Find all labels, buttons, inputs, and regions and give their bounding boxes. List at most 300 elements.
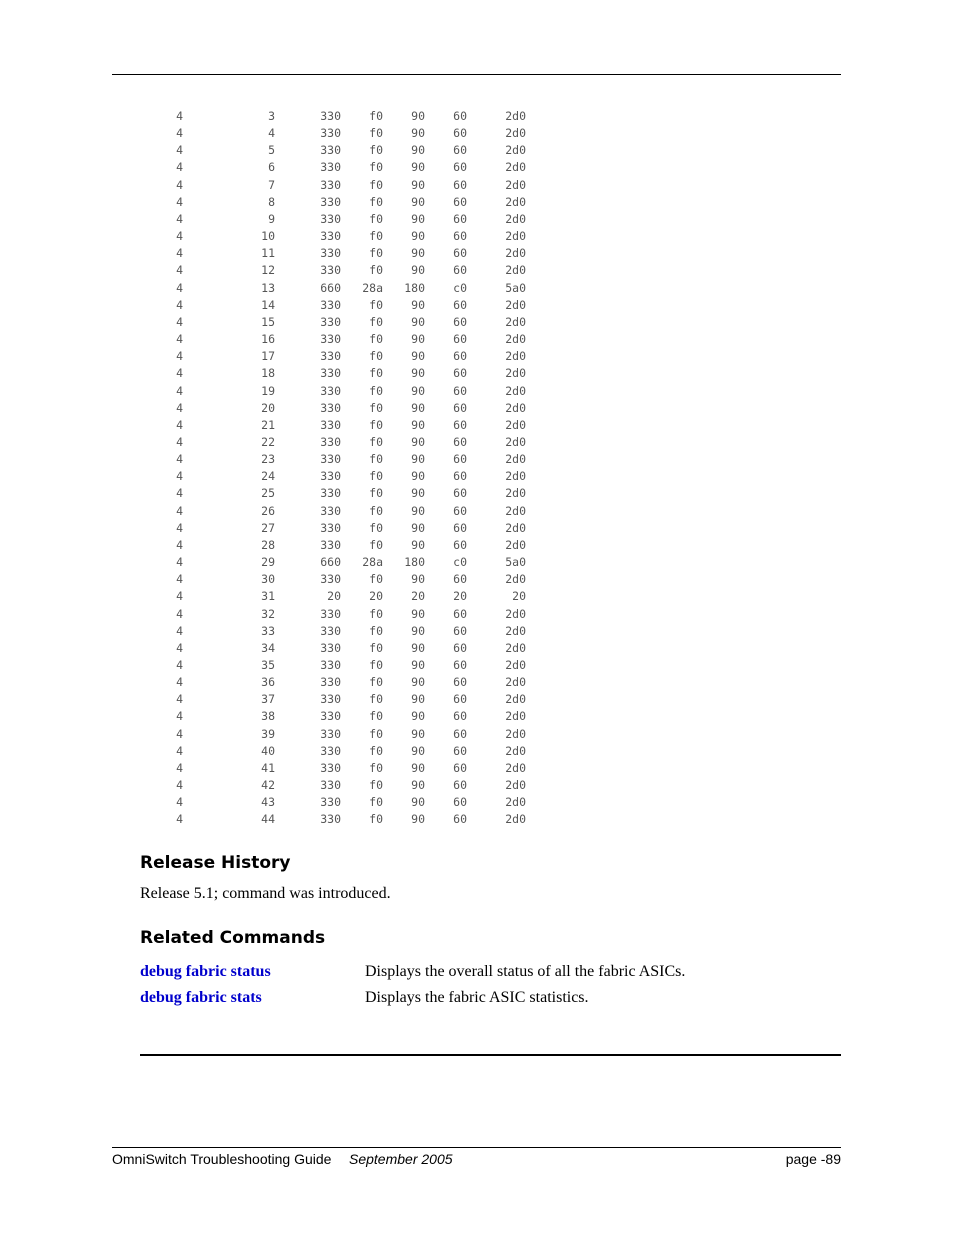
table-row: [150, 811, 526, 828]
table-row: [150, 503, 526, 520]
table-cell: 4: [176, 434, 183, 449]
table-row: [150, 606, 526, 623]
table-cell: 4: [176, 314, 183, 329]
table-cell: 9: [268, 211, 275, 226]
table-body: [150, 108, 526, 829]
table-cell: 60: [453, 452, 467, 467]
table-cell: 330: [320, 486, 341, 501]
table-cell: 60: [453, 143, 467, 158]
table-cell: 60: [453, 486, 467, 501]
table-cell: f0: [369, 417, 383, 432]
table-cell: 4: [176, 109, 183, 123]
table-row: [150, 365, 526, 382]
table-cell: 20: [411, 589, 425, 604]
table-cell: f0: [369, 486, 383, 501]
table-cell: 2d0: [505, 709, 526, 724]
table-cell: f0: [369, 109, 383, 123]
table-cell: 13: [261, 280, 275, 295]
table-row: [150, 657, 526, 674]
table-cell: 60: [453, 126, 467, 141]
table-cell: 90: [411, 572, 425, 587]
table-cell: 60: [453, 177, 467, 192]
table-cell: 60: [453, 332, 467, 347]
table-cell: f0: [369, 503, 383, 518]
table-cell: 90: [411, 109, 425, 123]
table-cell: 330: [320, 194, 341, 209]
table-cell: 60: [453, 795, 467, 810]
table-cell: 4: [176, 589, 183, 604]
table-row: [150, 177, 526, 194]
table-cell: 330: [320, 520, 341, 535]
related-commands-list: [140, 963, 841, 1015]
table-cell: f0: [369, 297, 383, 312]
fabric-stats-table: [150, 108, 526, 829]
table-cell: f0: [369, 469, 383, 484]
table-cell: f0: [369, 452, 383, 467]
table-row: [150, 400, 526, 417]
debug-fabric-stats-link[interactable]: debug fabric stats: [140, 989, 262, 1006]
table-cell: f0: [369, 229, 383, 244]
table-cell: 330: [320, 126, 341, 141]
table-cell: 18: [261, 366, 275, 381]
table-cell: 60: [453, 675, 467, 690]
table-row: [150, 554, 526, 571]
table-cell: c0: [453, 555, 467, 570]
table-cell: 60: [453, 383, 467, 398]
table-cell: 330: [320, 349, 341, 364]
section-end-rule: [140, 1054, 841, 1056]
table-cell: 2d0: [505, 211, 526, 226]
table-cell: 90: [411, 469, 425, 484]
table-cell: 4: [176, 126, 183, 141]
table-cell: 330: [320, 229, 341, 244]
footer-rule: [112, 1147, 841, 1148]
table-cell: f0: [369, 572, 383, 587]
table-row: [150, 571, 526, 588]
table-cell: 60: [453, 263, 467, 278]
table-cell: 5: [268, 143, 275, 158]
table-cell: 2d0: [505, 537, 526, 552]
table-cell: 4: [176, 658, 183, 672]
table-cell: f0: [369, 675, 383, 690]
table-cell: 2d0: [505, 812, 526, 827]
table-cell: 5a0: [505, 280, 526, 295]
table-cell: 90: [411, 606, 425, 621]
table-cell: 20: [369, 589, 383, 604]
table-cell: 11: [261, 246, 275, 261]
related-command-description: Displays the overall status of all the fabric ASICs.: [365, 963, 686, 980]
table-row: [150, 211, 526, 228]
table-cell: f0: [369, 606, 383, 621]
table-cell: 60: [453, 417, 467, 432]
table-cell: 90: [411, 211, 425, 226]
table-cell: 330: [320, 211, 341, 226]
table-cell: f0: [369, 658, 383, 672]
table-row: [150, 794, 526, 811]
table-cell: 17: [261, 349, 275, 364]
table-cell: f0: [369, 349, 383, 364]
table-row: [150, 674, 526, 691]
related-command-row: [140, 963, 841, 989]
table-cell: 2d0: [505, 177, 526, 192]
table-row: [150, 262, 526, 279]
table-cell: 4: [176, 143, 183, 158]
table-cell: 4: [176, 366, 183, 381]
table-cell: 4: [176, 606, 183, 621]
table-cell: 90: [411, 537, 425, 552]
table-row: [150, 640, 526, 657]
table-cell: f0: [369, 143, 383, 158]
table-cell: f0: [369, 383, 383, 398]
table-cell: 90: [411, 795, 425, 810]
table-cell: 660: [320, 555, 341, 570]
table-cell: 2d0: [505, 760, 526, 775]
table-cell: 4: [176, 383, 183, 398]
table-cell: 330: [320, 400, 341, 415]
table-cell: f0: [369, 537, 383, 552]
table-cell: 29: [261, 555, 275, 570]
table-cell: 2d0: [505, 726, 526, 741]
table-cell: f0: [369, 160, 383, 175]
table-cell: 90: [411, 194, 425, 209]
table-cell: 32: [261, 606, 275, 621]
table-cell: 90: [411, 434, 425, 449]
table-cell: 2d0: [505, 194, 526, 209]
table-cell: 330: [320, 332, 341, 347]
table-row: [150, 348, 526, 365]
table-cell: 60: [453, 366, 467, 381]
table-cell: 90: [411, 520, 425, 535]
table-cell: 30: [261, 572, 275, 587]
table-cell: 4: [176, 709, 183, 724]
table-cell: 90: [411, 623, 425, 638]
table-cell: 60: [453, 658, 467, 672]
table-cell: f0: [369, 520, 383, 535]
table-cell: 60: [453, 572, 467, 587]
table-cell: 2d0: [505, 520, 526, 535]
table-cell: 24: [261, 469, 275, 484]
table-cell: 2d0: [505, 658, 526, 672]
table-cell: f0: [369, 366, 383, 381]
table-cell: 2d0: [505, 795, 526, 810]
table-row: [150, 777, 526, 794]
table-cell: f0: [369, 692, 383, 707]
table-cell: 60: [453, 537, 467, 552]
table-cell: 90: [411, 417, 425, 432]
table-cell: 330: [320, 537, 341, 552]
table-cell: 28a: [362, 555, 383, 570]
table-cell: 330: [320, 812, 341, 827]
table-cell: 14: [261, 297, 275, 312]
table-cell: 2d0: [505, 383, 526, 398]
table-cell: f0: [369, 263, 383, 278]
table-cell: 40: [261, 743, 275, 758]
table-cell: 90: [411, 314, 425, 329]
table-cell: 330: [320, 658, 341, 672]
table-cell: 2d0: [505, 400, 526, 415]
table-cell: 41: [261, 760, 275, 775]
table-row: [150, 280, 526, 297]
table-cell: f0: [369, 778, 383, 793]
table-cell: 2d0: [505, 332, 526, 347]
table-cell: 60: [453, 400, 467, 415]
table-cell: 12: [261, 263, 275, 278]
table-cell: 330: [320, 434, 341, 449]
table-cell: 2d0: [505, 503, 526, 518]
table-cell: 2d0: [505, 126, 526, 141]
table-cell: 90: [411, 743, 425, 758]
table-cell: 4: [176, 246, 183, 261]
table-cell: 330: [320, 469, 341, 484]
footer-guide-title: OmniSwitch Troubleshooting Guide: [112, 1151, 332, 1167]
table-cell: f0: [369, 314, 383, 329]
table-cell: 2d0: [505, 109, 526, 123]
table-row: [150, 297, 526, 314]
table-cell: 60: [453, 434, 467, 449]
table-cell: 39: [261, 726, 275, 741]
table-row: [150, 588, 526, 605]
table-cell: 2d0: [505, 486, 526, 501]
table-cell: f0: [369, 194, 383, 209]
table-cell: 330: [320, 143, 341, 158]
table-cell: 330: [320, 246, 341, 261]
table-cell: 2d0: [505, 692, 526, 707]
table-cell: f0: [369, 726, 383, 741]
table-cell: 7: [268, 177, 275, 192]
table-cell: 90: [411, 383, 425, 398]
table-cell: 2d0: [505, 417, 526, 432]
table-cell: 20: [453, 589, 467, 604]
table-row: [150, 708, 526, 725]
table-cell: 90: [411, 675, 425, 690]
table-cell: 90: [411, 658, 425, 672]
table-cell: 2d0: [505, 675, 526, 690]
table-cell: 60: [453, 314, 467, 329]
table-cell: 90: [411, 366, 425, 381]
table-cell: 33: [261, 623, 275, 638]
table-cell: f0: [369, 812, 383, 827]
table-cell: 2d0: [505, 640, 526, 655]
table-cell: 60: [453, 246, 467, 261]
table-cell: 330: [320, 743, 341, 758]
table-cell: 4: [176, 692, 183, 707]
table-row: [150, 417, 526, 434]
table-cell: 22: [261, 434, 275, 449]
table-cell: 4: [176, 160, 183, 175]
table-cell: 4: [176, 400, 183, 415]
table-cell: 60: [453, 503, 467, 518]
table-row: [150, 743, 526, 760]
table-cell: 330: [320, 417, 341, 432]
table-cell: 60: [453, 160, 467, 175]
table-cell: 90: [411, 640, 425, 655]
table-cell: 38: [261, 709, 275, 724]
table-cell: 90: [411, 297, 425, 312]
table-cell: 23: [261, 452, 275, 467]
table-cell: 180: [404, 555, 425, 570]
table-cell: 330: [320, 675, 341, 690]
table-cell: 2d0: [505, 349, 526, 364]
table-cell: f0: [369, 211, 383, 226]
table-cell: 35: [261, 658, 275, 672]
table-cell: 2d0: [505, 452, 526, 467]
table-cell: 90: [411, 332, 425, 347]
table-cell: 20: [512, 589, 526, 604]
table-row: [150, 108, 526, 125]
table-cell: 4: [176, 417, 183, 432]
table-cell: 4: [176, 675, 183, 690]
header-rule: [112, 74, 841, 75]
table-cell: 60: [453, 812, 467, 827]
table-cell: 4: [176, 520, 183, 535]
table-cell: 10: [261, 229, 275, 244]
table-cell: 90: [411, 760, 425, 775]
table-cell: 25: [261, 486, 275, 501]
table-cell: 330: [320, 606, 341, 621]
table-cell: 37: [261, 692, 275, 707]
table-cell: 330: [320, 297, 341, 312]
table-cell: 60: [453, 194, 467, 209]
table-cell: 90: [411, 143, 425, 158]
table-cell: 330: [320, 760, 341, 775]
table-cell: 330: [320, 314, 341, 329]
table-row: [150, 331, 526, 348]
table-cell: 60: [453, 211, 467, 226]
table-cell: 4: [176, 280, 183, 295]
table-cell: 60: [453, 349, 467, 364]
table-cell: f0: [369, 126, 383, 141]
table-cell: 2d0: [505, 263, 526, 278]
table-row: [150, 194, 526, 211]
table-cell: 60: [453, 743, 467, 758]
table-cell: 2d0: [505, 297, 526, 312]
table-row: [150, 125, 526, 142]
table-cell: 60: [453, 778, 467, 793]
table-cell: 330: [320, 795, 341, 810]
table-cell: 90: [411, 229, 425, 244]
table-row: [150, 623, 526, 640]
table-row: [150, 314, 526, 331]
table-cell: 28a: [362, 280, 383, 295]
table-cell: f0: [369, 246, 383, 261]
table-cell: 330: [320, 160, 341, 175]
table-cell: 4: [176, 452, 183, 467]
table-cell: 2d0: [505, 366, 526, 381]
table-row: [150, 537, 526, 554]
table-cell: 5a0: [505, 555, 526, 570]
table-cell: f0: [369, 332, 383, 347]
related-commands-heading: Related Commands: [140, 928, 326, 948]
table-cell: f0: [369, 795, 383, 810]
table-cell: 330: [320, 263, 341, 278]
table-cell: 43: [261, 795, 275, 810]
table-cell: 330: [320, 366, 341, 381]
table-cell: 330: [320, 623, 341, 638]
table-cell: 60: [453, 709, 467, 724]
table-row: [150, 520, 526, 537]
table-cell: 330: [320, 452, 341, 467]
table-cell: 90: [411, 692, 425, 707]
table-cell: f0: [369, 640, 383, 655]
table-cell: 2d0: [505, 229, 526, 244]
table-cell: 4: [268, 126, 275, 141]
footer-date: September 2005: [349, 1151, 453, 1167]
table-cell: 4: [176, 537, 183, 552]
table-cell: 27: [261, 520, 275, 535]
table-cell: 90: [411, 503, 425, 518]
table-row: [150, 228, 526, 245]
table-cell: 2d0: [505, 160, 526, 175]
table-cell: 20: [261, 400, 275, 415]
table-cell: 4: [176, 640, 183, 655]
table-cell: 90: [411, 177, 425, 192]
table-row: [150, 485, 526, 502]
table-row: [150, 760, 526, 777]
table-cell: 2d0: [505, 246, 526, 261]
table-cell: f0: [369, 623, 383, 638]
table-cell: 90: [411, 400, 425, 415]
table-cell: 42: [261, 778, 275, 793]
table-cell: 90: [411, 812, 425, 827]
table-cell: 2d0: [505, 143, 526, 158]
related-command-row: [140, 989, 841, 1015]
table-cell: 60: [453, 229, 467, 244]
table-cell: 90: [411, 349, 425, 364]
table-cell: 4: [176, 726, 183, 741]
table-cell: 60: [453, 623, 467, 638]
table-cell: 4: [176, 349, 183, 364]
table-cell: 6: [268, 160, 275, 175]
table-cell: 4: [176, 229, 183, 244]
table-cell: f0: [369, 177, 383, 192]
table-cell: 90: [411, 726, 425, 741]
table-row: [150, 142, 526, 159]
table-cell: 90: [411, 263, 425, 278]
table-cell: 4: [176, 555, 183, 570]
table-cell: 330: [320, 503, 341, 518]
table-cell: 4: [176, 263, 183, 278]
table-cell: 31: [261, 589, 275, 604]
table-cell: 28: [261, 537, 275, 552]
table-cell: 4: [176, 486, 183, 501]
table-cell: 2d0: [505, 778, 526, 793]
table-cell: 4: [176, 743, 183, 758]
table-cell: 90: [411, 160, 425, 175]
table-cell: 4: [176, 623, 183, 638]
table-cell: 36: [261, 675, 275, 690]
table-cell: f0: [369, 709, 383, 724]
table-cell: 2d0: [505, 314, 526, 329]
table-cell: 19: [261, 383, 275, 398]
table-cell: 60: [453, 469, 467, 484]
table-row: [150, 159, 526, 176]
table-cell: 3: [268, 109, 275, 123]
table-row: [150, 691, 526, 708]
table-cell: 60: [453, 760, 467, 775]
table-cell: 4: [176, 760, 183, 775]
table-cell: f0: [369, 743, 383, 758]
debug-fabric-status-link[interactable]: debug fabric status: [140, 963, 271, 980]
table-row: [150, 726, 526, 743]
table-cell: 60: [453, 297, 467, 312]
table-cell: 330: [320, 572, 341, 587]
table-cell: 8: [268, 194, 275, 209]
table-cell: 44: [261, 812, 275, 827]
table-cell: 330: [320, 109, 341, 123]
table-row: [150, 434, 526, 451]
table-cell: 330: [320, 726, 341, 741]
table-cell: 330: [320, 383, 341, 398]
